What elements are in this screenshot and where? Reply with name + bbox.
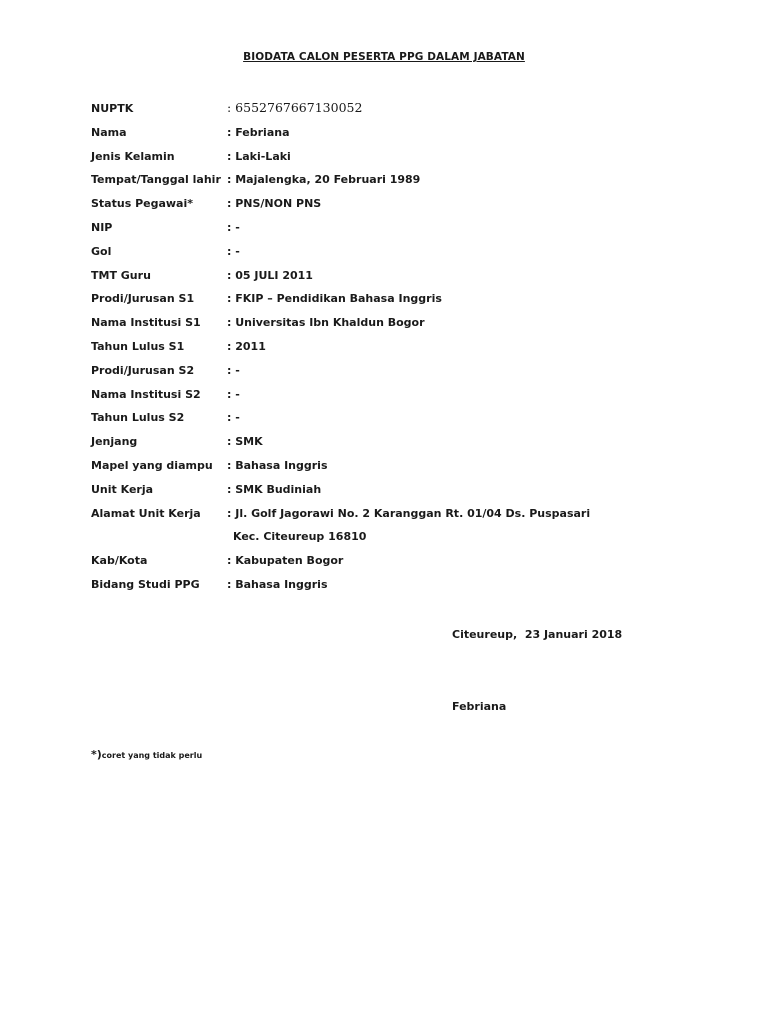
field-value: : - (227, 220, 240, 234)
field-row (91, 339, 731, 363)
field-row (91, 244, 731, 268)
field-label: Prodi/Jurusan S1 (91, 292, 195, 306)
field-value: : - (227, 387, 240, 401)
field-value: : - (227, 411, 240, 425)
field-label: Tahun Lulus S1 (91, 339, 185, 353)
field-value: : Laki-Laki (227, 149, 291, 163)
field-value: : Universitas Ibn Khaldun Bogor (227, 316, 425, 330)
field-label: Status Pegawai* (91, 197, 193, 211)
field-label: Nama Institusi S2 (91, 387, 201, 401)
biodata-list (91, 101, 731, 601)
field-value: : - (227, 363, 240, 377)
field-row (91, 434, 731, 458)
field-label: Prodi/Jurusan S2 (91, 363, 195, 377)
field-value: : SMK Budiniah (227, 482, 322, 496)
field-value: : Bahasa Inggris (227, 458, 328, 472)
field-label: Tahun Lulus S2 (91, 411, 185, 425)
field-row (91, 196, 731, 220)
field-row (91, 577, 731, 601)
field-label: Gol (91, 244, 112, 258)
field-row (91, 220, 731, 244)
field-value: : Febriana (227, 125, 290, 139)
field-value: : 2011 (227, 339, 266, 353)
field-row (91, 268, 731, 292)
field-value: : PNS/NON PNS (227, 197, 322, 211)
field-row (91, 315, 731, 339)
footnote (91, 748, 202, 761)
field-label: Bidang Studi PPG (91, 577, 200, 591)
field-value: : FKIP – Pendidikan Bahasa Inggris (227, 292, 442, 306)
field-value-continuation: Kec. Citeureup 16810 (233, 530, 367, 544)
field-row (91, 482, 731, 506)
field-row (91, 172, 731, 196)
field-value: : Kabupaten Bogor (227, 554, 344, 568)
field-label: Jenjang (91, 435, 138, 449)
field-row (91, 506, 731, 530)
field-row (91, 149, 731, 173)
field-value: : Bahasa Inggris (227, 577, 328, 591)
field-value: : Jl. Golf Jagorawi No. 2 Karanggan Rt. 01/04 Ds. Puspasari (227, 506, 591, 520)
field-label: Nama Institusi S1 (91, 316, 201, 330)
document-title: BIODATA CALON PESERTA PPG DALAM JABATAN (243, 51, 525, 63)
field-value (227, 100, 362, 117)
field-row (91, 101, 731, 125)
field-value: : SMK (227, 435, 263, 449)
field-row (91, 387, 731, 411)
field-label: TMT Guru (91, 268, 151, 282)
field-label: Kab/Kota (91, 554, 148, 568)
footnote-text: coret yang tidak perlu (101, 751, 203, 760)
field-label: Jenis Kelamin (91, 149, 175, 163)
footnote-mark: *) (91, 748, 102, 761)
field-label: Tempat/Tanggal lahir (91, 173, 221, 187)
signer-name: Febriana (452, 700, 507, 713)
field-value: : 05 JULI 2011 (227, 268, 313, 282)
field-label: NIP (91, 220, 113, 234)
field-row (91, 291, 731, 315)
nuptk-value: : 6552767667130052 (227, 100, 363, 115)
field-label: Alamat Unit Kerja (91, 506, 201, 520)
field-row (91, 125, 731, 149)
field-row (91, 553, 731, 577)
field-label: Nama (91, 125, 127, 139)
field-row (91, 529, 731, 553)
field-label: Unit Kerja (91, 482, 154, 496)
field-value: : - (227, 244, 240, 258)
field-label: NUPTK (91, 102, 134, 115)
field-value: : Majalengka, 20 Februari 1989 (227, 173, 421, 187)
field-label: Mapel yang diampu (91, 458, 213, 472)
place-date: Citeureup, 23 Januari 2018 (452, 628, 623, 641)
field-row (91, 458, 731, 482)
field-row (91, 363, 731, 387)
field-row (91, 410, 731, 434)
